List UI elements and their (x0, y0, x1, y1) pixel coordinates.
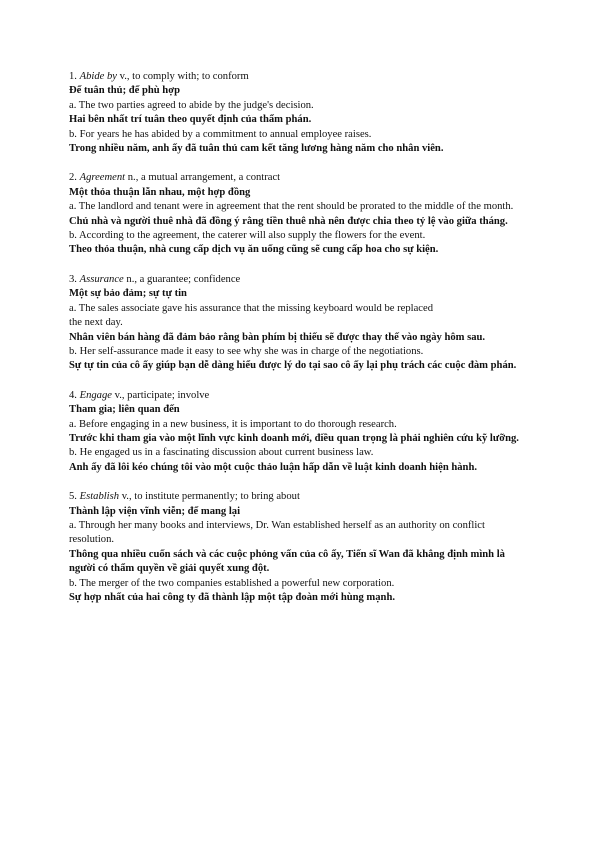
example-b-en: b. According to the agreement, the caterer will also supply the flowers for the event. (69, 230, 426, 242)
entry-word: Abide by (79, 71, 117, 82)
example-a-vi: Trước khi tham gia vào một lĩnh vực kinh doanh mới, điều quan trọng là phải nghiên cứu kỹ lưỡng. (69, 432, 519, 444)
entry-number: 4. (69, 389, 77, 401)
entry-number: 1. (69, 71, 77, 82)
example-a-en: a. The sales associate gave his assurance that the missing keyboard would be replaced (69, 302, 433, 314)
example-a-en: a. The two parties agreed to abide by the judge's decision. (69, 99, 314, 111)
example-b-vi: Sự hợp nhất của hai công ty đã thành lập một tập đoàn mới hùng mạnh. (69, 592, 395, 603)
example-b-en: b. Her self-assurance made it easy to see why she was in charge of the negotiations. (69, 345, 424, 357)
entry-heading (69, 389, 529, 403)
entry-definition: n., a guarantee; confidence (123, 273, 241, 285)
example-b-vi: Trong nhiều năm, anh ấy đã tuân thủ cam kết tăng lương hàng năm cho nhân viên. (69, 143, 444, 155)
vocab-entry-establish (69, 490, 529, 605)
entry-definition: v., participate; involve (111, 389, 210, 401)
example-b-vi: Sự tự tin của cô ấy giúp bạn dễ dàng hiểu được lý do tại sao cô ấy lại phụ trách các cuộc đàm phán. (69, 360, 517, 372)
entry-definition: v., to comply with; to conform (116, 71, 249, 82)
example-b-en: b. The merger of the two companies established a powerful new corporation. (69, 577, 395, 589)
vocab-entry-agreement (69, 171, 529, 257)
entry-heading (69, 490, 529, 504)
example-a-en: a. The landlord and tenant were in agreement that the rent should be prorated to the middle of the month. (69, 201, 514, 213)
vocab-entry-engage (69, 389, 529, 475)
entry-word: Establish (79, 491, 120, 503)
entry-meaning-vi: Tham gia; liên quan đến (69, 404, 180, 416)
entry-definition: v., to institute permanently; to bring about (119, 491, 300, 503)
entry-definition: n., a mutual arrangement, a contract (125, 172, 281, 184)
example-a-en: a. Through her many books and interviews, Dr. Wan established herself as an authority on conflict resolution. (69, 519, 485, 546)
entry-number: 5. (69, 491, 77, 503)
example-a-vi: Chủ nhà và người thuê nhà đã đồng ý rằng tiền thuê nhà nên được chia theo tỷ lệ vào giữa tháng. (69, 215, 508, 227)
example-a-vi: Nhân viên bán hàng đã đảm bảo rằng bàn phím bị thiếu sẽ được thay thế vào ngày hôm sau. (69, 331, 486, 343)
example-b-en: b. He engaged us in a fascinating discussion about current business law. (69, 447, 374, 459)
example-a-vi: Thông qua nhiều cuốn sách và các cuộc phỏng vấn của cô ấy, Tiến sĩ Wan đã khẳng định mình là người có thẩm quyền về giải quyết xung đột. (69, 548, 505, 575)
entry-meaning-vi: Một thỏa thuận lẫn nhau, một hợp đồng (69, 186, 251, 198)
entry-meaning-vi: Thành lập viện vĩnh viễn; để mang lại (69, 505, 241, 517)
entry-heading (69, 171, 529, 185)
entry-number: 3. (69, 273, 77, 285)
document-page (69, 70, 529, 620)
vocab-entry-assurance (69, 273, 529, 374)
entry-number: 2. (69, 172, 77, 184)
example-a-en-continued: the next day. (69, 317, 123, 329)
entry-heading (69, 273, 529, 287)
entry-word: Assurance (79, 273, 124, 285)
vocab-entry-abide-by (69, 70, 529, 156)
entry-meaning-vi: Một sự bảo đảm; sự tự tin (69, 288, 187, 300)
example-a-vi: Hai bên nhất trí tuân theo quyết định của thẩm phán. (69, 114, 312, 126)
entry-heading (69, 70, 529, 84)
example-b-vi: Anh ấy đã lôi kéo chúng tôi vào một cuộc thảo luận hấp dẫn về luật kinh doanh hiện hành. (69, 461, 477, 473)
entry-meaning-vi: Để tuân thủ; để phù hợp (69, 85, 180, 97)
example-b-vi: Theo thỏa thuận, nhà cung cấp dịch vụ ăn uống cũng sẽ cung cấp hoa cho sự kiện. (69, 244, 439, 256)
example-a-en: a. Before engaging in a new business, it is important to do thorough research. (69, 418, 397, 430)
entry-word: Agreement (79, 172, 126, 184)
entry-word: Engage (79, 389, 112, 401)
example-b-en: b. For years he has abided by a commitment to annual employee raises. (69, 128, 372, 140)
